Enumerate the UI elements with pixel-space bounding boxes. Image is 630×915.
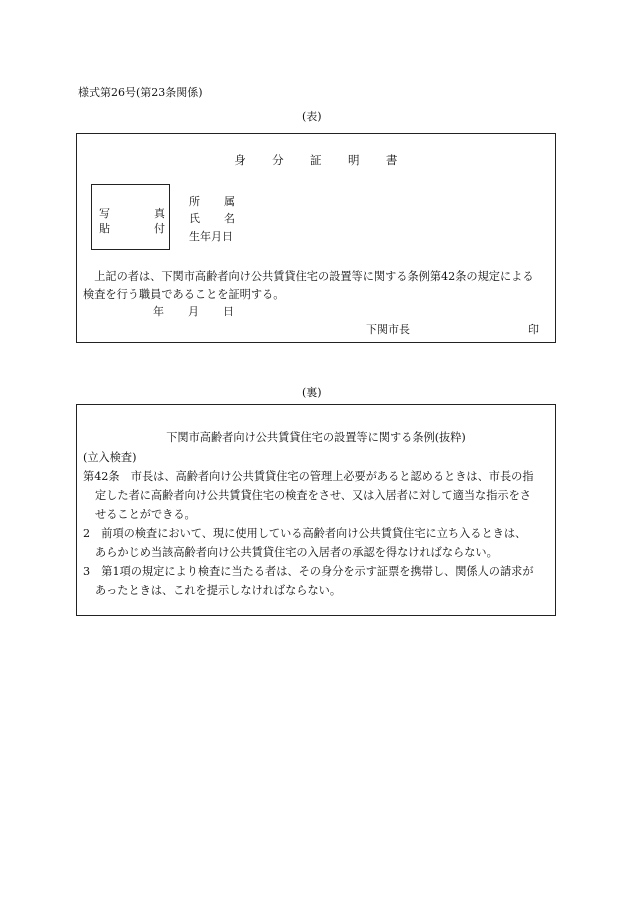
ordinance-title: 下関市高齢者向け公共賃貸住宅の設置等に関する条例(抜粋) <box>166 431 466 444</box>
seal-mark: 印 <box>528 323 539 336</box>
photo-char: 真 <box>154 207 165 220</box>
ordinance-line: あらかじめ当該高齢者向け公共賃貸住宅の入居者の承認を得なければならない。 <box>95 546 498 559</box>
affiliation-label-char: 所 <box>189 195 200 208</box>
birth-date-field: 生年月日 <box>189 230 233 243</box>
id-certificate-front <box>76 133 556 343</box>
name-label-char: 名 <box>224 212 235 225</box>
date-day-label: 日 <box>223 305 234 318</box>
ordinance-line: あったときは、これを提示しなければならない。 <box>95 584 342 597</box>
title-char: 明 <box>347 153 360 167</box>
issue-date <box>153 305 258 318</box>
back-side-label: (裏) <box>302 386 322 399</box>
id-certificate-back <box>76 404 556 616</box>
certificate-title <box>77 154 555 168</box>
photo-char: 貼 <box>99 222 110 235</box>
title-char: 身 <box>234 153 247 167</box>
issuer-name: 下関市長 <box>366 323 410 336</box>
ordinance-excerpt <box>83 448 549 600</box>
ordinance-line: 第42条 市長は、高齢者向け公共賃貸住宅の管理上必要があると認めるときは、市長の指 <box>83 470 534 483</box>
certification-line: 検査を行う職員であることを証明する。 <box>83 288 285 301</box>
date-year-label: 年 <box>153 305 164 318</box>
ordinance-line: 定した者に高齢者向け公共賃貸住宅の検査をさせ、又は入居者に対して適当な指示をさ <box>95 489 531 502</box>
form-number: 様式第26号(第23条関係) <box>78 86 203 99</box>
ordinance-line: (立入検査) <box>83 451 137 464</box>
title-char: 分 <box>272 153 285 167</box>
date-month-label: 月 <box>188 305 199 318</box>
ordinance-line: せることができる。 <box>95 508 196 521</box>
front-side-label: (表) <box>302 110 322 123</box>
photo-placeholder <box>91 184 170 250</box>
name-field <box>189 212 235 225</box>
ordinance-line: 3 第1項の規定により検査に当たる者は、その身分を示す証票を携帯し、関係人の請求が <box>83 565 534 578</box>
certification-line: 上記の者は、下関市高齢者向け公共賃貸住宅の設置等に関する条例第42条の規定による <box>83 270 534 283</box>
name-label-char: 氏 <box>189 212 200 225</box>
title-char: 証 <box>310 153 322 167</box>
photo-char: 付 <box>154 222 165 235</box>
certification-text <box>83 268 547 304</box>
title-char: 書 <box>385 153 398 167</box>
affiliation-label-char: 属 <box>224 195 235 208</box>
photo-char: 写 <box>99 207 110 220</box>
ordinance-line: 2 前項の検査において、現に使用している高齢者向け公共賃貸住宅に立ち入るときは、 <box>83 527 527 540</box>
affiliation-field <box>189 195 235 208</box>
